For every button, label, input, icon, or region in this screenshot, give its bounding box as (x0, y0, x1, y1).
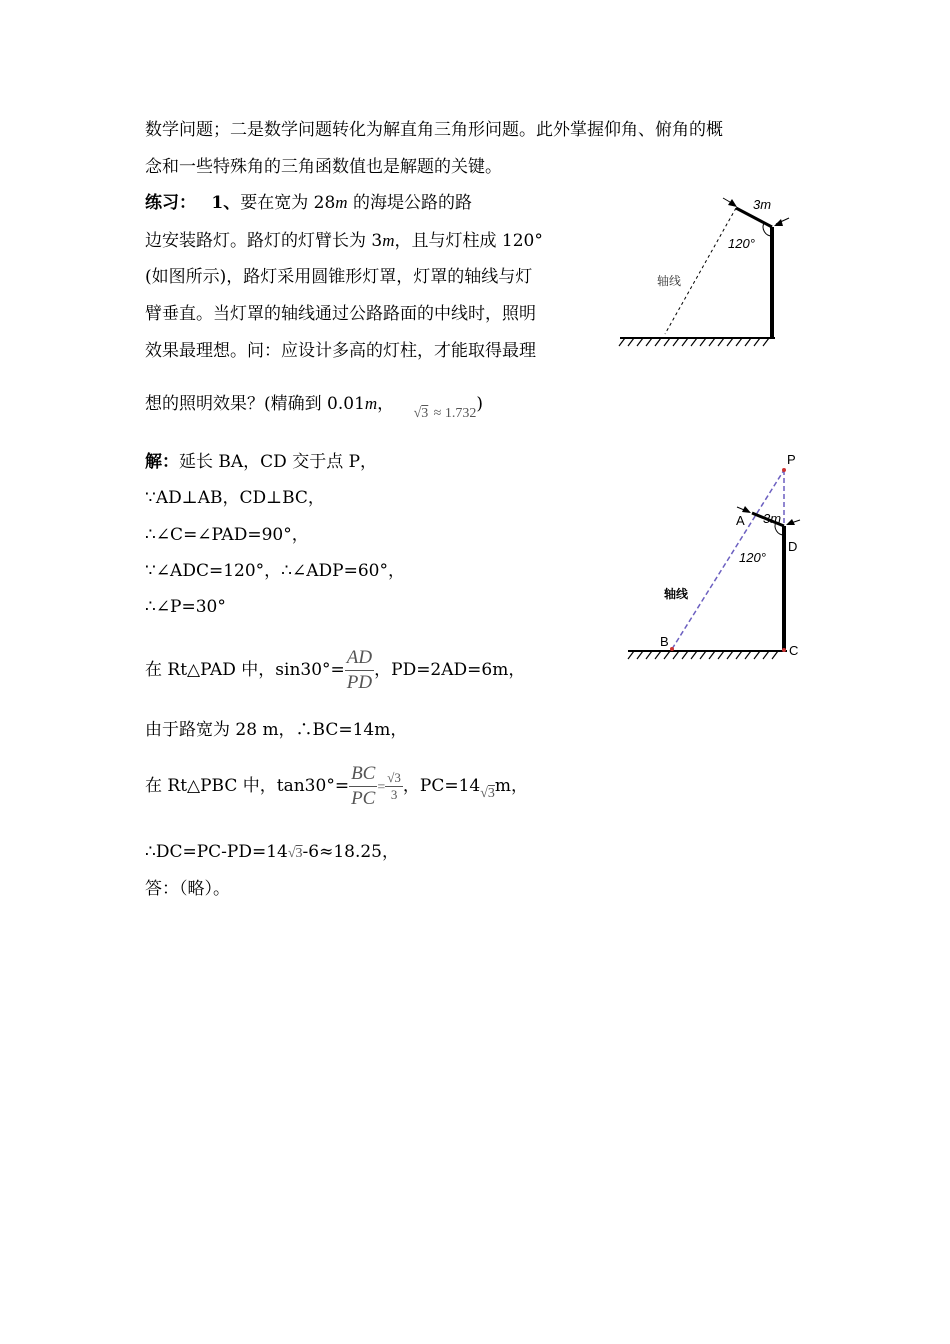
exercise-line-6 (145, 394, 483, 421)
ground-hatching-2 (628, 651, 778, 659)
fraction-bc-pc (349, 762, 377, 811)
exercise-line-1 (145, 193, 472, 213)
axis-label: 轴线 (657, 274, 682, 288)
arm-length-label-2: 3m (763, 511, 782, 526)
exercise-label: 练习： (145, 193, 196, 213)
exercise-text-2b: ，且与灯柱成 120° (394, 231, 543, 251)
fraction-bc-pc-denominator: PC (351, 788, 376, 809)
dc-sqrt: √3 (287, 846, 303, 861)
point-c (782, 648, 786, 652)
dim-arrowhead-left-2 (742, 506, 751, 513)
pc-sqrt: √3 (480, 786, 495, 801)
exercise-unit-1: m (335, 193, 348, 212)
axis-label-2: 轴线 (664, 587, 689, 601)
exercise-number: 1、 (211, 193, 241, 213)
point-p (782, 468, 786, 472)
fraction-sqrt3-3-denominator: 3 (390, 787, 398, 802)
lamp-axis (665, 208, 736, 334)
fraction-bc-pc-numerator: BC (349, 762, 377, 787)
exercise-text-1a: 要在宽为 28 (240, 193, 336, 213)
label-c: C (789, 643, 799, 658)
angle-label: 120° (728, 236, 755, 251)
exercise-text-2a: 边安装路灯。路灯的灯臂长为 3 (145, 231, 383, 251)
angle-label-2: 120° (739, 550, 766, 565)
label-b: B (660, 634, 669, 649)
solution-line-8 (145, 762, 528, 822)
figure-2 (620, 448, 820, 668)
dim-arrowhead-left (728, 199, 737, 207)
solution-line-5: ∴∠P=30° (145, 597, 226, 617)
exercise-unit-2: m (382, 231, 395, 250)
fraction-ad-pd-numerator: AD (345, 646, 374, 671)
solution-line-10: 答：（略）。 (145, 879, 230, 899)
approx-sqrt: √3 (413, 406, 429, 421)
figure-1 (615, 190, 815, 350)
label-a: A (736, 513, 745, 528)
exercise-line-5: 效果最理想。问：应设计多高的灯柱，才能取得最理 (145, 341, 536, 361)
point-b (670, 647, 674, 651)
solution-line-9 (145, 842, 399, 864)
intro-line-1: 数学问题；二是数学问题转化为解直角三角形问题。此外掌握仰角、俯角的概 (145, 120, 723, 140)
solution-text-6a: 在 Rt△PAD 中，sin30°= (145, 660, 345, 680)
line-bp (672, 470, 784, 649)
solution-text-9b: -6≈18.25， (302, 842, 400, 862)
exercise-text-6b: ， (377, 394, 395, 414)
arm-length-label: 3m (753, 197, 772, 212)
solution-text-9a: ∴DC=PC-PD=14 (145, 842, 288, 862)
exercise-line-2 (145, 231, 543, 251)
fraction-ad-pd-denominator: PD (346, 672, 373, 693)
solution-line-4: ∵∠ADC=120°，∴∠ADP=60°， (145, 561, 405, 581)
solution-label: 解： (145, 452, 179, 472)
dim-arrowhead-right (774, 219, 783, 226)
exercise-text-1b: 的海堤公路的路 (347, 193, 472, 213)
solution-line-6 (145, 640, 525, 700)
fraction-sqrt3-3 (385, 770, 403, 803)
exercise-close-paren: ) (476, 394, 483, 414)
fraction-ad-pd (345, 646, 374, 695)
solution-text-6b: ，PD=2AD=6m， (374, 660, 526, 680)
label-d: D (788, 539, 798, 554)
exercise-line-4: 臂垂直。当灯罩的轴线通过公路路面的中线时，照明 (145, 304, 536, 324)
intro-line-2: 念和一些特殊角的三角函数值也是解题的关键。 (145, 157, 502, 177)
solution-text-8a: 在 Rt△PBC 中，tan30°= (145, 776, 350, 796)
solution-text-8c: m， (494, 776, 529, 796)
solution-line-2: ∵AD⊥AB，CD⊥BC， (145, 488, 325, 508)
exercise-unit-6: m (364, 394, 378, 413)
solution-line-3: ∴∠C=∠PAD=90°， (145, 525, 309, 545)
ground-hatching (619, 338, 769, 346)
exercise-line-3: (如图所示)，路灯采用圆锥形灯罩，灯罩的轴线与灯 (145, 267, 533, 287)
solution-text-8b: ，PC=14 (402, 776, 481, 796)
exercise-text-6a: 想的照明效果？(精确到 0.01 (145, 394, 365, 414)
approx-value: ≈ 1.732 (433, 406, 477, 421)
equals-sign: = (377, 780, 386, 795)
solution-text-1: 延长 BA，CD 交于点 P， (179, 452, 378, 472)
solution-line-7: 由于路宽为 28 m，∴BC=14m， (145, 720, 408, 740)
solution-line-1 (145, 452, 377, 472)
fraction-sqrt3-3-numerator: √3 (387, 770, 401, 785)
label-p: P (787, 452, 796, 467)
